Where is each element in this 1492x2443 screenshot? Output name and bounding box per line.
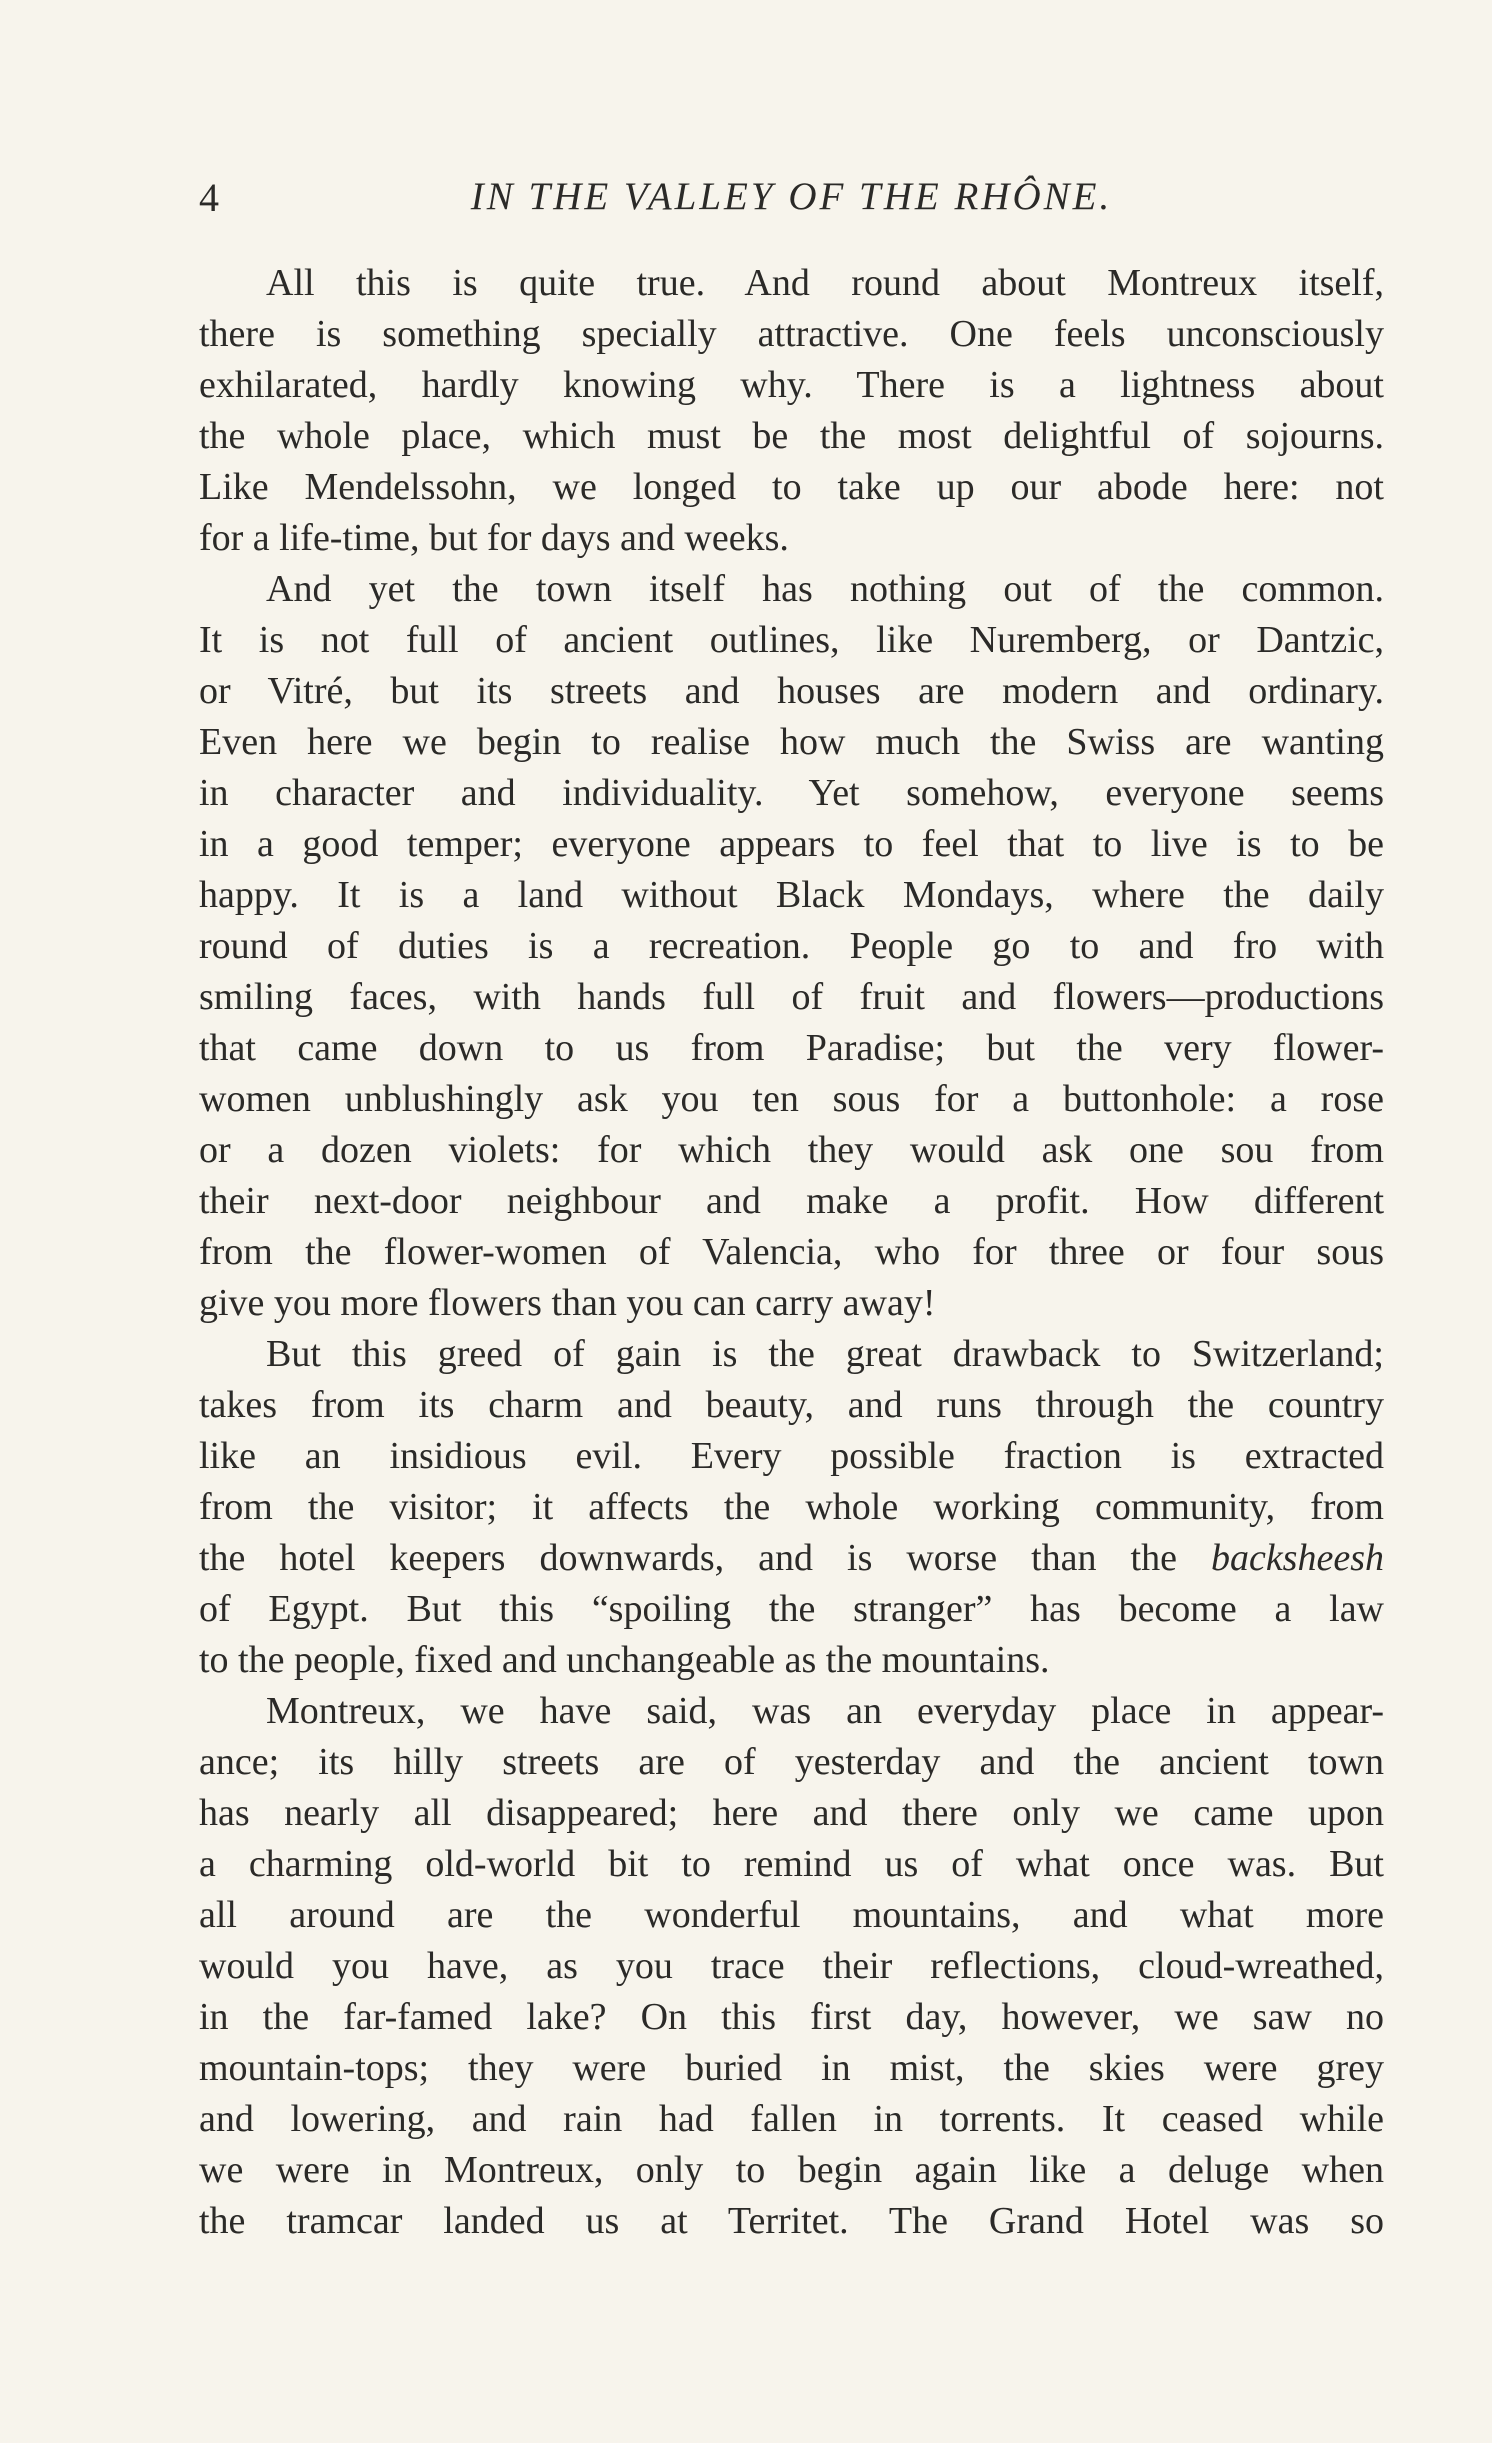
text-line: ance; its hilly streets are of yesterday and the ancient town — [199, 1741, 1384, 1783]
text-line: has nearly all disappeared; here and there only we came upon — [199, 1792, 1384, 1834]
text-line: would you have, as you trace their reflections, cloud-wreathed, — [199, 1945, 1384, 1987]
text-line: in the far-famed lake? On this first day, however, we saw no — [199, 1996, 1384, 2038]
text-line: in character and individuality. Yet somehow, everyone seems — [199, 772, 1384, 814]
text-line: like an insidious evil. Every possible fraction is extracted — [199, 1435, 1384, 1477]
text-line: from the flower-women of Valencia, who for three or four sous — [199, 1231, 1384, 1273]
text-line: round of duties is a recreation. People go to and fro with — [199, 925, 1384, 967]
text-line: happy. It is a land without Black Mondays, where the daily — [199, 874, 1384, 916]
paragraph — [199, 1686, 1384, 2247]
text-line: And yet the town itself has nothing out of the common. — [266, 568, 1384, 610]
paragraph — [199, 258, 1384, 564]
text-line: takes from its charm and beauty, and runs through the country — [199, 1384, 1384, 1426]
body-text — [199, 258, 1384, 2247]
text-line: mountain-tops; they were buried in mist, the skies were grey — [199, 2047, 1384, 2089]
text-line: that came down to us from Paradise; but the very flower- — [199, 1027, 1384, 1069]
text-line: for a life-time, but for days and weeks. — [199, 517, 789, 559]
text-line: But this greed of gain is the great drawback to Switzerland; — [266, 1333, 1384, 1375]
text-line: of Egypt. But this “spoiling the stranger” has become a law — [199, 1588, 1384, 1630]
text-line: Even here we begin to realise how much the Swiss are wanting — [199, 721, 1384, 763]
text-line: a charming old-world bit to remind us of what once was. But — [199, 1843, 1384, 1885]
text-line: exhilarated, hardly knowing why. There is a lightness about — [199, 364, 1384, 406]
text-line: their next-door neighbour and make a profit. How different — [199, 1180, 1384, 1222]
page-number: 4 — [199, 175, 219, 220]
text-line: the tramcar landed us at Territet. The Grand Hotel was so — [199, 2200, 1384, 2242]
text-line: from the visitor; it affects the whole working community, from — [199, 1486, 1384, 1528]
text-line: give you more flowers than you can carry away! — [199, 1282, 936, 1324]
text-line: or a dozen violets: for which they would ask one sou from — [199, 1129, 1384, 1171]
text-line: in a good temper; everyone appears to feel that to live is to be — [199, 823, 1384, 865]
running-title: IN THE VALLEY OF THE RHÔNE. — [470, 175, 1113, 218]
text-line: the whole place, which must be the most delightful of sojourns. — [199, 415, 1384, 457]
text-line: all around are the wonderful mountains, and what more — [199, 1894, 1384, 1936]
text-line: to the people, fixed and unchangeable as the mountains. — [199, 1639, 1050, 1681]
page-header — [199, 166, 1384, 226]
text-line: there is something specially attractive. One feels unconsciously — [199, 313, 1384, 355]
text-line: and lowering, and rain had fallen in torrents. It ceased while — [199, 2098, 1384, 2140]
text-line: we were in Montreux, only to begin again like a deluge when — [199, 2149, 1384, 2191]
paragraph — [199, 564, 1384, 1329]
paragraph — [199, 1329, 1384, 1686]
text-fragment: the hotel keepers downwards, and is worse than the — [199, 1537, 1177, 1579]
text-line: All this is quite true. And round about Montreux itself, — [266, 262, 1384, 304]
text-line: women unblushingly ask you ten sous for a buttonhole: a rose — [199, 1078, 1384, 1120]
text-line: or Vitré, but its streets and houses are modern and ordinary. — [199, 670, 1384, 712]
text-line: Montreux, we have said, was an everyday place in appear- — [266, 1690, 1384, 1732]
text-line: Like Mendelssohn, we longed to take up our abode here: not — [199, 466, 1384, 508]
italic-word: backsheesh — [1210, 1537, 1384, 1579]
text-line-with-italic — [199, 1533, 1384, 1584]
text-line: It is not full of ancient outlines, like Nuremberg, or Dantzic, — [199, 619, 1384, 661]
text-line: smiling faces, with hands full of fruit and flowers—productions — [199, 976, 1384, 1018]
